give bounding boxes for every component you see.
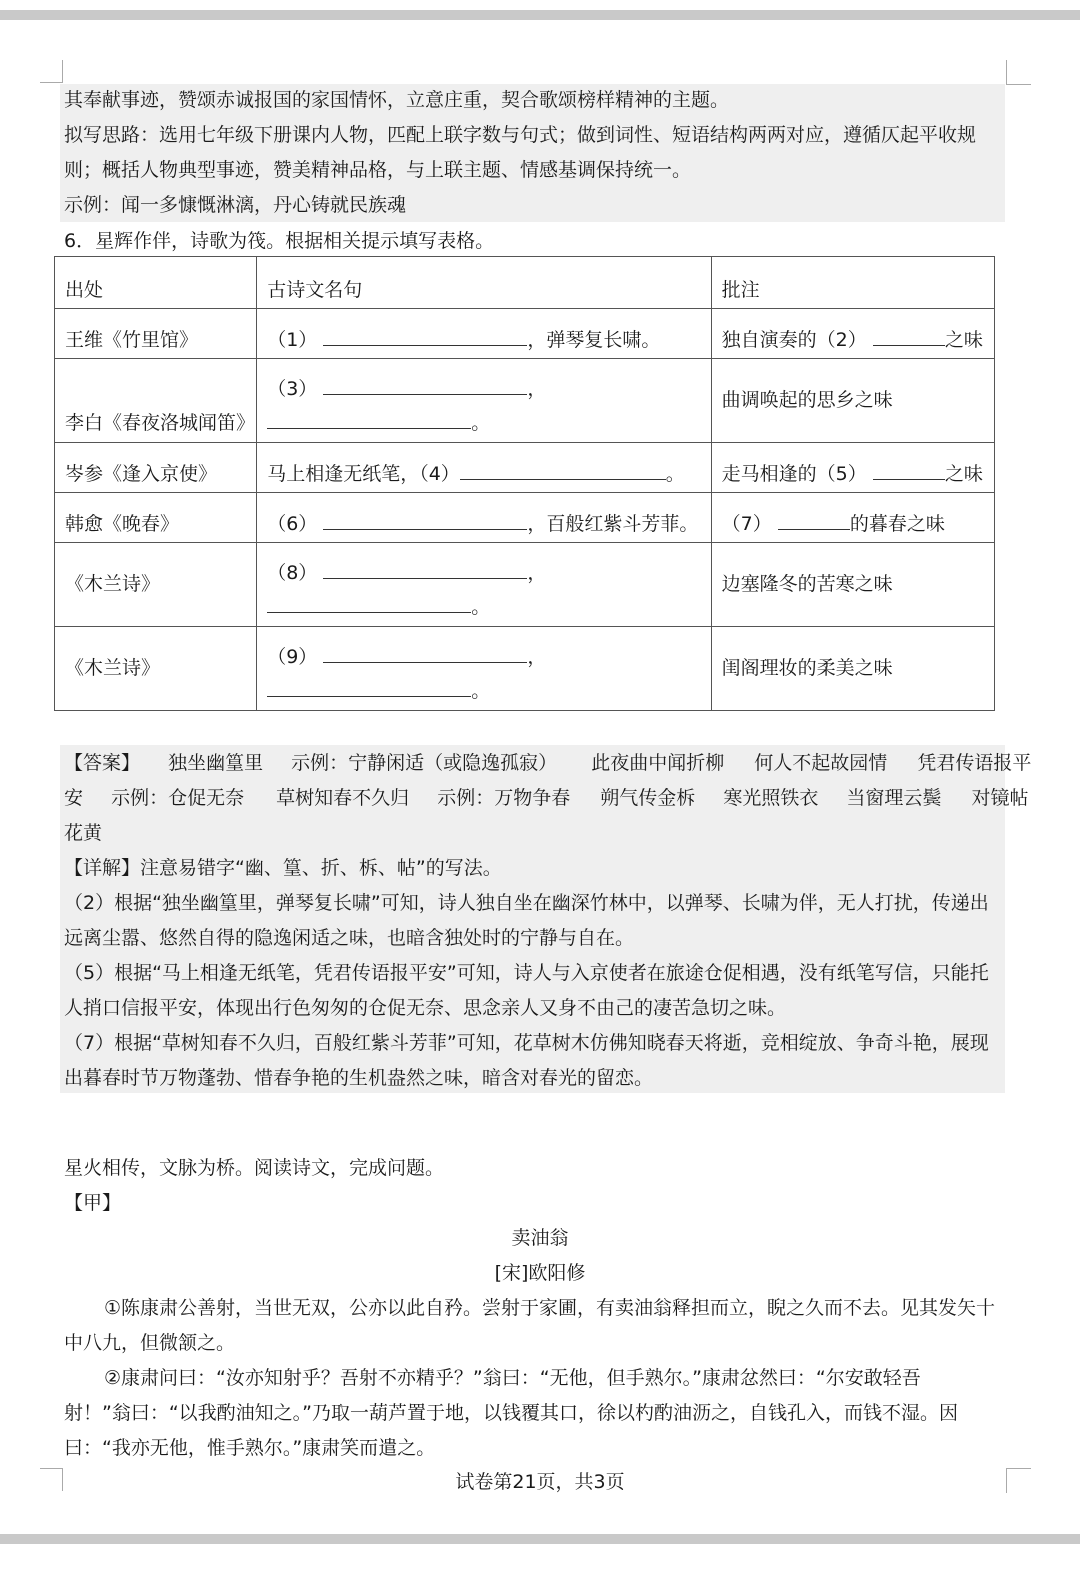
verse-end: 。 [471, 680, 491, 702]
verse-label: 马上相逢无纸笔，（4） [267, 463, 460, 485]
answer-blank[interactable] [267, 408, 471, 429]
verse-label: （8） [267, 562, 318, 584]
top-scroll-bar [0, 10, 1080, 20]
verse-text: ，弹琴复长啸。 [527, 329, 661, 351]
answer-blank[interactable] [267, 676, 471, 697]
verse-end: 。 [471, 596, 491, 618]
answer-blank[interactable] [323, 509, 527, 530]
row-source: 韩愈《晚春》 [55, 493, 257, 543]
top-line-3: 则；概括人物典型事迹，赞美精神品格，与上联主题、情感基调保持统一。 [64, 159, 692, 181]
row-verse [257, 359, 711, 443]
poem-title: 卖油翁 [511, 1227, 569, 1249]
answer-blank[interactable] [323, 558, 527, 579]
answer-item: 示例：宁静闲适（或隐逸孤寂） [291, 752, 558, 774]
table-row [55, 627, 995, 711]
row-source: 《木兰诗》 [55, 543, 257, 627]
passage-p2-line-1: ②康肃问曰：“汝亦知射乎？吾射不亦精乎？”翁曰：“无他，但手熟尔。”康肃忿然曰：“尔安敢轻吾 [104, 1367, 921, 1389]
passage-p1-line-1: ①陈康肃公善射，当世无双，公亦以此自矜。尝射于家圃，有卖油翁释担而立，睨之久而不去。见其发矢十 [104, 1297, 996, 1319]
row-source: 王维《竹里馆》 [55, 309, 257, 359]
verse-end: 。 [471, 412, 491, 434]
verse-label: （6） [267, 513, 318, 535]
table-row [55, 493, 995, 543]
row-source: 李白《春夜洛城闻笛》 [55, 359, 257, 443]
note-text: （7） [721, 513, 772, 535]
answer-line-3: 花黄 [64, 822, 103, 844]
poem-table [54, 256, 995, 711]
answer-item: 何人不起故园情 [754, 752, 888, 774]
answer-blank[interactable] [323, 642, 527, 663]
answer-item: 对镜帖 [971, 787, 1029, 809]
margin-mark-top-left [40, 60, 63, 83]
top-line-2: 拟写思路：选用七年级下册课内人物，匹配上联字数与句式；做到词性、短语结构两两对应，遵循仄起平收规 [64, 124, 977, 146]
section-jia: 【甲】 [64, 1192, 122, 1214]
answer-item: 寒光照铁衣 [723, 787, 819, 809]
verse-label: （1） [267, 329, 318, 351]
row-note [711, 493, 994, 543]
verse-text: 。 [665, 463, 685, 485]
table-header-row [55, 257, 995, 309]
answer-item: 示例：万物争春 [437, 787, 571, 809]
row-note: 曲调唤起的思乡之味 [711, 359, 994, 443]
row-verse [257, 627, 711, 711]
answer-item: 示例：仓促无奈 [111, 787, 245, 809]
row-note: 闺阁理妆的柔美之味 [711, 627, 994, 711]
row-source: 《木兰诗》 [55, 627, 257, 711]
header-source: 出处 [55, 257, 257, 309]
explain-line-2: （2）根据“独坐幽篁里，弹琴复长啸”可知，诗人独自坐在幽深竹林中，以弹琴、长啸为伴，无人打扰，传递出 [64, 892, 989, 914]
note-suffix: 的暮春之味 [849, 513, 945, 535]
row-verse [257, 543, 711, 627]
answer-label: 【答案】 [64, 752, 141, 774]
header-verse: 古诗文名句 [257, 257, 711, 309]
row-note [711, 443, 994, 493]
page-footer: 试卷第21页，共3页 [455, 1471, 625, 1493]
verse-label: （9） [267, 646, 318, 668]
answer-item: 草树知春不久归 [276, 787, 410, 809]
note-suffix: 之味 [944, 329, 983, 351]
answer-line-2 [64, 786, 1028, 810]
answer-item: 凭君传语报平 [917, 752, 1032, 774]
verse-text: ，百般红紫斗芳菲。 [527, 513, 699, 535]
answer-blank[interactable] [323, 374, 527, 395]
answer-item: 当窗理云鬓 [846, 787, 942, 809]
question-6: 6．星辉作伴，诗歌为筏。根据相关提示填写表格。 [64, 230, 495, 252]
note-text: 走马相逢的（5） [721, 463, 867, 485]
explain-line-1: 【详解】注意易错字“幽、篁、折、柝、帖”的写法。 [64, 857, 502, 879]
answer-item: 此夜曲中闻折柳 [591, 752, 725, 774]
margin-mark-top-right [1006, 60, 1031, 85]
answer-blank[interactable] [873, 325, 945, 346]
answer-blank[interactable] [323, 325, 527, 346]
passage-p2-line-3: 曰：“我亦无他，惟手熟尔。”康肃笑而遣之。 [64, 1437, 436, 1459]
verse-text: ， [527, 646, 547, 668]
poem-author: [宋]欧阳修 [494, 1262, 586, 1284]
bottom-scroll-bar [0, 1534, 1080, 1544]
answer-item: 独坐幽篁里 [168, 752, 264, 774]
answer-blank[interactable] [267, 592, 471, 613]
answer-line-1 [64, 751, 1031, 775]
answer-blank[interactable] [873, 459, 945, 480]
top-line-4: 示例：闻一多慷慨淋漓，丹心铸就民族魂 [64, 194, 407, 216]
answer-blank[interactable] [460, 459, 666, 480]
answer-blank[interactable] [778, 509, 850, 530]
note-suffix: 之味 [944, 463, 983, 485]
table-row [55, 309, 995, 359]
row-note: 边塞隆冬的苦寒之味 [711, 543, 994, 627]
table-row [55, 359, 995, 443]
explain-line-7: 出暮春时节万物蓬勃、惜春争艳的生机盎然之味，暗含对春光的留恋。 [64, 1067, 654, 1089]
table-row [55, 543, 995, 627]
passage-p1-line-2: 中八九，但微颔之。 [64, 1332, 236, 1354]
row-verse [257, 309, 711, 359]
reading-intro: 星火相传，文脉为桥。阅读诗文，完成问题。 [64, 1157, 445, 1179]
row-verse [257, 493, 711, 543]
row-note [711, 309, 994, 359]
verse-label: （3） [267, 378, 318, 400]
answer-item: 安 [64, 787, 84, 809]
explain-line-4: （5）根据“马上相逢无纸笔，凭君传语报平安”可知，诗人与入京使者在旅途仓促相遇，没有纸笔写信，只能托 [64, 962, 989, 984]
row-source: 岑参《逢入京使》 [55, 443, 257, 493]
answer-item: 朔气传金柝 [600, 787, 696, 809]
top-line-1: 其奉献事迹，赞颂赤诚报国的家国情怀，立意庄重，契合歌颂榜样精神的主题。 [64, 89, 730, 111]
table-row [55, 443, 995, 493]
verse-text: ， [527, 378, 547, 400]
verse-text: ， [527, 562, 547, 584]
row-verse [257, 443, 711, 493]
note-text: 独自演奏的（2） [721, 329, 867, 351]
passage-p2-line-2: 射！”翁曰：“以我酌油知之。”乃取一葫芦置于地，以钱覆其口，徐以杓酌油沥之，自钱孔入，而钱不湿。因 [64, 1402, 959, 1424]
explain-line-6: （7）根据“草树知春不久归，百般红紫斗芳菲”可知，花草树木仿佛知晓春天将逝，竞相绽放、争奇斗艳，展现 [64, 1032, 989, 1054]
header-note: 批注 [711, 257, 994, 309]
explain-line-5: 人捎口信报平安，体现出行色匆匆的仓促无奈、思念亲人又身不由己的凄苦急切之味。 [64, 997, 787, 1019]
explain-line-3: 远离尘嚣、悠然自得的隐逸闲适之味，也暗含独处时的宁静与自在。 [64, 927, 635, 949]
